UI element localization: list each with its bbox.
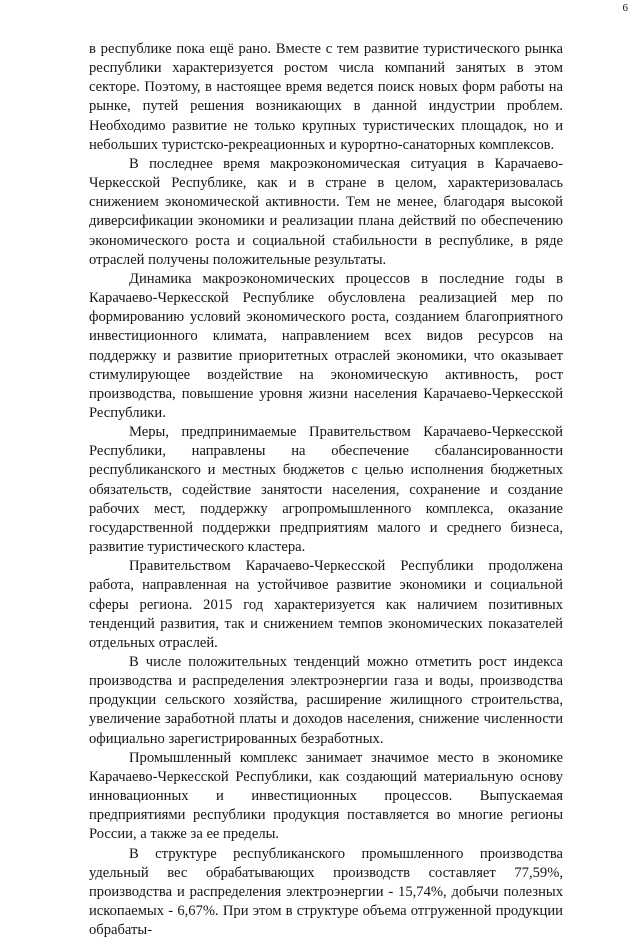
paragraph: В числе положительных тенденций можно отметить рост индекса производства и распределения электроэнергии газа и воды, производства продукции сельского хозяйства, расширение жилищного строительства, увеличение заработной платы и доходов населения, снижение численности официально зарегистрированных безработных.	[89, 654, 563, 747]
paragraph: в республике пока ещё рано. Вместе с тем развитие туристического рынка республики характеризуется ростом числа компаний занятых в этом секторе. Поэтому, в настоящее время ведется поиск новых форм работы на рынке, путей решения возникающих в данной индустрии проблем. Необходимо развитие не только крупных туристических площадок, но и небольших туристско-рекреационных и курортно-санаторных комплексов.	[89, 41, 563, 153]
paragraph: В последнее время макроэкономическая ситуация в Карачаево-Черкесской Республике, как и в стране в целом, характеризовалась снижением экономической активности. Тем не менее, благодаря высокой диверсификации экономики и реализации плана действий по обеспечению экономического роста и социальной стабильности в республике, в ряде отраслей получены положительные результаты.	[89, 155, 563, 268]
paragraph: Правительством Карачаево-Черкесской Республики продолжена работа, направленная на устойчивое развитие экономики и социальной сферы региона. 2015 год характеризуется как наличием позитивных тенденций развития, так и снижением темпов экономических показателей отдельных отраслей.	[89, 558, 563, 651]
paragraph: В структуре республиканского промышленного производства удельный вес обрабатывающих производств составляет 77,59%, производства и распределения электроэнергии - 15,74%, добычи полезных ископаемых - 6,67%. При этом в структуре объема отгруженной продукции обрабаты-	[89, 845, 563, 939]
paragraph: Меры, предпринимаемые Правительством Карачаево-Черкесской Республики, направлены на обеспечение сбалансированности республиканского и местных бюджетов с целью исполнения бюджетных обязательств, содействие занятости населения, сохранение и создание рабочих мест, поддержку агропромышленного комплекса, оказание государственной поддержки предприятиям малого и среднего бизнеса, развитие туристического кластера.	[89, 424, 563, 556]
page-number: 6	[622, 2, 628, 14]
document-body	[89, 40, 563, 940]
paragraph: Динамика макроэкономических процессов в последние годы в Карачаево-Черкесской Республике обусловлена реализацией мер по формированию условий экономического роста, созданием благоприятного инвестиционного климата, направлением всех видов ресурсов на поддержку и развитие приоритетных отраслей экономики, что оказывает стимулирующее воздействие на экономическую активность, рост производства, повышение уровня жизни населения Карачаево-Черкесской Республики.	[89, 270, 563, 421]
paragraph: Промышленный комплекс занимает значимое место в экономике Карачаево-Черкесской Республики, как создающий материальную основу инновационных и инвестиционных процессов. Выпускаемая предприятиями республики продукция поставляется во многие регионы России, а также за ее пределы.	[89, 749, 563, 843]
